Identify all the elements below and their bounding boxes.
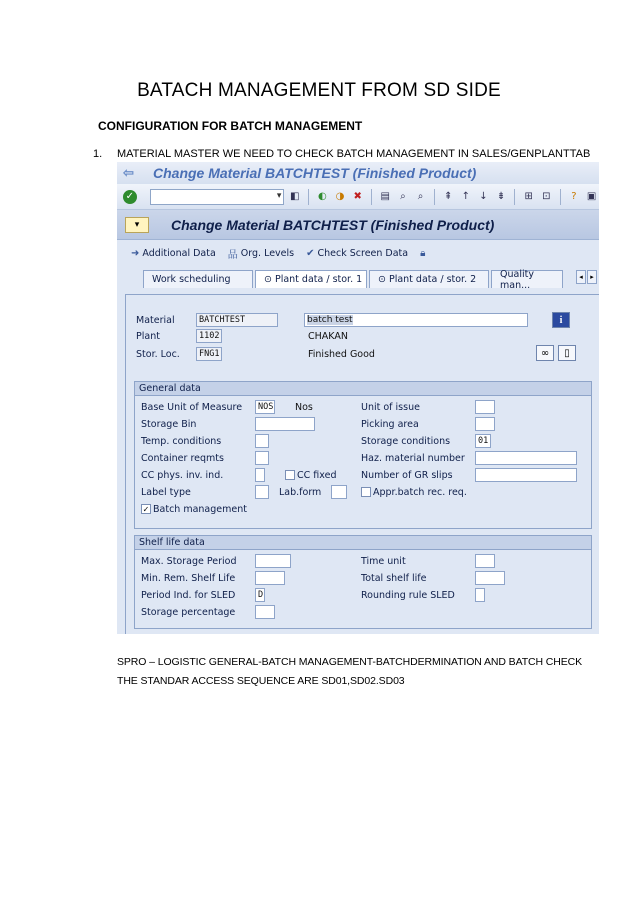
save-icon[interactable]: ◧: [290, 191, 300, 202]
menu-icon[interactable]: ▾: [125, 217, 149, 233]
tab-scroll-left-icon[interactable]: ◂: [576, 270, 586, 284]
min-rem-shelf-life-label: Min. Rem. Shelf Life: [141, 573, 236, 584]
check-screen-data-label: Check Screen Data: [317, 247, 409, 259]
find-icon[interactable]: ⌕: [400, 191, 406, 202]
tab-plant-data-stor-2[interactable]: ⊙ Plant data / stor. 2: [369, 270, 489, 288]
temp-conditions-label: Temp. conditions: [141, 436, 222, 447]
storage-location-description: Finished Good: [308, 349, 375, 360]
glasses-icon[interactable]: ∞: [536, 345, 554, 361]
container-reqmts-field[interactable]: [255, 451, 269, 465]
shelf-life-group: [134, 535, 592, 629]
check-screen-data-button[interactable]: [306, 248, 408, 259]
batch-management-label: Batch management: [153, 504, 247, 515]
haz-material-field[interactable]: [475, 451, 577, 465]
lab-form-field[interactable]: [331, 485, 347, 499]
next-page-icon[interactable]: ↓: [479, 191, 488, 202]
tab-content: [125, 294, 599, 634]
step-number: 1.: [93, 148, 103, 160]
previous-page-icon[interactable]: ↑: [461, 191, 470, 202]
footer-line-1: SPRO – LOGISTIC GENERAL-BATCH MANAGEMENT-BATCHDERMINATION AND BATCH CHECK: [117, 656, 583, 668]
org-levels-button[interactable]: [228, 246, 294, 261]
plant-label: Plant: [136, 331, 160, 342]
find-next-icon[interactable]: ⌕: [417, 191, 424, 202]
toolbar-separator: [560, 189, 561, 205]
total-shelf-life-field[interactable]: [475, 571, 505, 585]
min-rem-shelf-life-field[interactable]: [255, 571, 285, 585]
tab-work-scheduling[interactable]: Work scheduling: [143, 270, 253, 288]
storage-percentage-label: Storage percentage: [141, 607, 236, 618]
unit-of-issue-field[interactable]: [475, 400, 495, 414]
additional-data-label: Additional Data: [142, 247, 216, 259]
arrow-right-icon: ➜: [131, 247, 140, 259]
cc-phys-inv-field[interactable]: [255, 468, 265, 482]
batch-management-checkbox[interactable]: ✓: [142, 505, 150, 514]
storage-conditions-field[interactable]: 01: [475, 434, 491, 448]
check-icon: ✔: [306, 247, 315, 259]
appr-batch-label: Appr.batch rec. req.: [373, 487, 467, 498]
cc-phys-inv-label: CC phys. inv. ind.: [141, 470, 224, 481]
material-label: Material: [136, 315, 175, 326]
rounding-rule-sled-label: Rounding rule SLED: [361, 590, 455, 601]
material-field[interactable]: BATCHTEST: [196, 313, 278, 327]
plant-description: CHAKAN: [308, 331, 348, 342]
footer-line-2: THE STANDAR ACCESS SEQUENCE ARE SD01,SD02.SD03: [117, 675, 405, 687]
storage-percentage-field[interactable]: [255, 605, 275, 619]
gr-slips-field[interactable]: [475, 468, 577, 482]
unit-of-issue-label: Unit of issue: [361, 402, 420, 413]
temp-conditions-field[interactable]: [255, 434, 269, 448]
tab-strip: [117, 270, 599, 290]
window-title: Change Material BATCHTEST (Finished Product): [153, 165, 477, 181]
window-titlebar: [117, 162, 599, 184]
max-storage-period-label: Max. Storage Period: [141, 556, 237, 567]
appr-batch-checkbox[interactable]: [361, 487, 371, 497]
shelf-life-title: Shelf life data: [135, 536, 591, 550]
base-uom-field[interactable]: NOS: [255, 400, 275, 414]
plant-field[interactable]: 1102: [196, 329, 222, 343]
document-icon[interactable]: ▯: [558, 345, 576, 361]
step-text: MATERIAL MASTER WE NEED TO CHECK BATCH MANAGEMENT IN SALES/GENPLANTTAB: [117, 148, 591, 160]
additional-data-button[interactable]: [131, 248, 216, 259]
label-type-field[interactable]: [255, 485, 269, 499]
period-ind-sled-field[interactable]: D: [255, 588, 265, 602]
storage-bin-field[interactable]: [255, 417, 315, 431]
storage-location-label: Stor. Loc.: [136, 349, 180, 360]
document-title: BATACH MANAGEMENT FROM SD SIDE: [137, 80, 501, 101]
cc-fixed-checkbox[interactable]: [285, 470, 295, 480]
total-shelf-life-label: Total shelf life: [361, 573, 427, 584]
chevron-down-icon[interactable]: ▾: [276, 190, 282, 201]
lab-form-label: Lab.form: [279, 487, 322, 498]
material-description-field[interactable]: batch test: [304, 313, 528, 327]
lock-button[interactable]: [420, 248, 425, 259]
tab-plant-data-stor-1[interactable]: ⊙ Plant data / stor. 1: [255, 270, 367, 288]
tab-quality-management[interactable]: Quality man...: [491, 270, 563, 288]
exit-icon[interactable]: ◑: [335, 191, 345, 202]
picking-area-field[interactable]: [475, 417, 495, 431]
toolbar-separator: [514, 189, 515, 205]
base-uom-text: Nos: [295, 402, 313, 413]
general-data-group: [134, 381, 592, 529]
label-type-label: Label type: [141, 487, 191, 498]
tab-scroll-right-icon[interactable]: ▸: [587, 270, 597, 284]
standard-toolbar: [117, 184, 599, 210]
org-levels-label: Org. Levels: [240, 247, 295, 259]
first-page-icon[interactable]: ⇞: [443, 191, 453, 202]
sap-screenshot: [117, 162, 599, 634]
time-unit-field[interactable]: [475, 554, 495, 568]
time-unit-label: Time unit: [361, 556, 406, 567]
plant-icon: ⊙: [264, 274, 272, 285]
info-icon[interactable]: i: [552, 312, 570, 328]
exit-icon[interactable]: ⇦: [123, 165, 134, 180]
gr-slips-label: Number of GR slips: [361, 470, 453, 481]
hierarchy-icon: 品: [227, 249, 238, 261]
step-1: [93, 148, 590, 160]
cancel-icon[interactable]: ✖: [353, 191, 362, 202]
max-storage-period-field[interactable]: [255, 554, 291, 568]
layout-menu-icon[interactable]: ▣: [586, 191, 597, 202]
toolbar-separator: [434, 189, 435, 205]
help-icon[interactable]: ?: [571, 191, 577, 202]
rounding-rule-sled-field[interactable]: [475, 588, 485, 602]
screen-title: Change Material BATCHTEST (Finished Product): [171, 216, 495, 233]
general-data-title: General data: [135, 382, 591, 396]
haz-material-label: Haz. material number: [361, 453, 465, 464]
container-reqmts-label: Container reqmts: [141, 453, 224, 464]
command-field[interactable]: [150, 189, 285, 205]
toolbar-separator: [308, 189, 309, 205]
base-uom-label: Base Unit of Measure: [141, 402, 243, 413]
new-session-icon[interactable]: ⊞: [524, 191, 533, 202]
cc-fixed-label: CC fixed: [297, 470, 337, 481]
tab-scroll: [576, 270, 597, 284]
enter-icon[interactable]: ✓: [123, 190, 137, 204]
application-toolbar: [117, 240, 599, 266]
toolbar-separator: [371, 189, 372, 205]
print-icon[interactable]: ▤: [380, 191, 390, 202]
lock-icon: 🔒︎: [420, 247, 426, 259]
shortcut-icon[interactable]: ⊡: [542, 191, 551, 202]
screen-titlebar: [117, 210, 599, 240]
period-ind-sled-label: Period Ind. for SLED: [141, 590, 236, 601]
picking-area-label: Picking area: [361, 419, 419, 430]
plant-icon: ⊙: [378, 274, 386, 285]
storage-conditions-label: Storage conditions: [361, 436, 451, 447]
back-icon[interactable]: ◐: [318, 191, 327, 202]
storage-bin-label: Storage Bin: [141, 419, 197, 430]
last-page-icon[interactable]: ⇟: [496, 191, 506, 202]
section-heading: CONFIGURATION FOR BATCH MANAGEMENT: [98, 119, 363, 133]
storage-location-field[interactable]: FNG1: [196, 347, 222, 361]
